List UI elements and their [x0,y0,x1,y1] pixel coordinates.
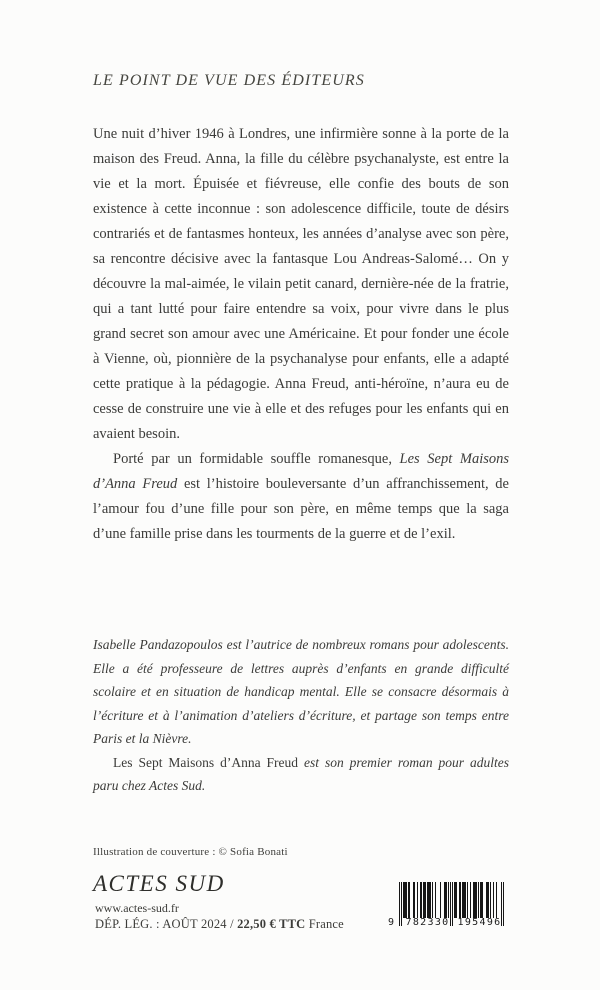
ean-lead-digit: 9 [388,917,395,928]
author-bio-paragraph-1: Isabelle Pandazopoulos est l’autrice de nombreux romans pour adolescents. Elle a été professeure de lettres auprès d’enfants en grande difficulté scolaire et en situation de handicap mental. Elle se consacre désormais à l’écriture et à l’animation d’ateliers d’écriture, et partage son temps entre Paris et la Nièvre. [93,637,509,746]
ean-left-group: 782330 [405,917,450,928]
ean13-barcode [388,882,506,929]
synopsis-section [93,122,509,547]
legal-country-text: France [305,917,344,931]
synopsis-book-title: Les Sept Maisons d’Anna Freud [93,451,510,492]
actes-sud-logo: ACTES SUD [93,871,225,896]
bio-book-title: Les Sept Maisons d’Anna Freud [113,754,299,770]
ean-right-group: 195496 [457,917,502,928]
synopsis-paragraph-1: Une nuit d’hiver 1946 à Londres, une infirmière sonne à la porte de la maison des Freud. Anna, la fille du célèbre psychanalyste, est entre la vie et la mort. Épuisée et fiévreuse, elle confie des bouts de son existence à cette inconnue : son adolescence difficile, toute de désirs contrariés et de fantasmes honteux, les années d’analyse avec son père, sa rencontre décisive avec la fantasque Lou Andreas-Salomé… On y découvre la mal-aimée, le vilain petit canard, dernière-née de la fratrie, qui a tant lutté pour faire entendre sa voix, pour vivre dans le plus grand secret son amour avec une Américaine. Et pour fonder une école à Vienne, où, pionnière de la psychanalyse pour enfants, elle a adapté cette pratique à la pédagogie. Anna Freud, anti-héroïne, n’aura eu de cesse de construire une vie à elle et des refuges pour les enfants qui en avaient besoin. [93,126,509,442]
legal-deposit-text: DÉP. LÉG. : AOÛT 2024 / [95,917,238,931]
author-bio-paragraph-2 [93,751,509,798]
bio-p2-text: est son premier roman pour adultes paru chez Actes Sud. [93,754,509,793]
synopsis-p2-text-after: est l’histoire bouleversante d’un affranchissement, de l’amour fou d’une fille pour son père, en même temps que la saga d’une famille prise dans les tourments de la guerre et de l’exil. [93,476,509,542]
price-text: 22,50 € TTC [237,917,306,931]
synopsis-paragraph-2 [93,447,509,547]
publisher-website: www.actes-sud.fr [95,901,179,915]
cover-illustration-credit: Illustration de couverture : © Sofia Bonati [93,846,288,858]
editors-viewpoint-heading: LE POINT DE VUE DES ÉDITEURS [93,72,365,89]
legal-deposit-line [95,917,344,932]
synopsis-p2-text-before: Porté par un formidable souffle romanesque, [113,451,400,467]
barcode-digits [388,917,506,929]
author-bio-section [93,633,509,798]
